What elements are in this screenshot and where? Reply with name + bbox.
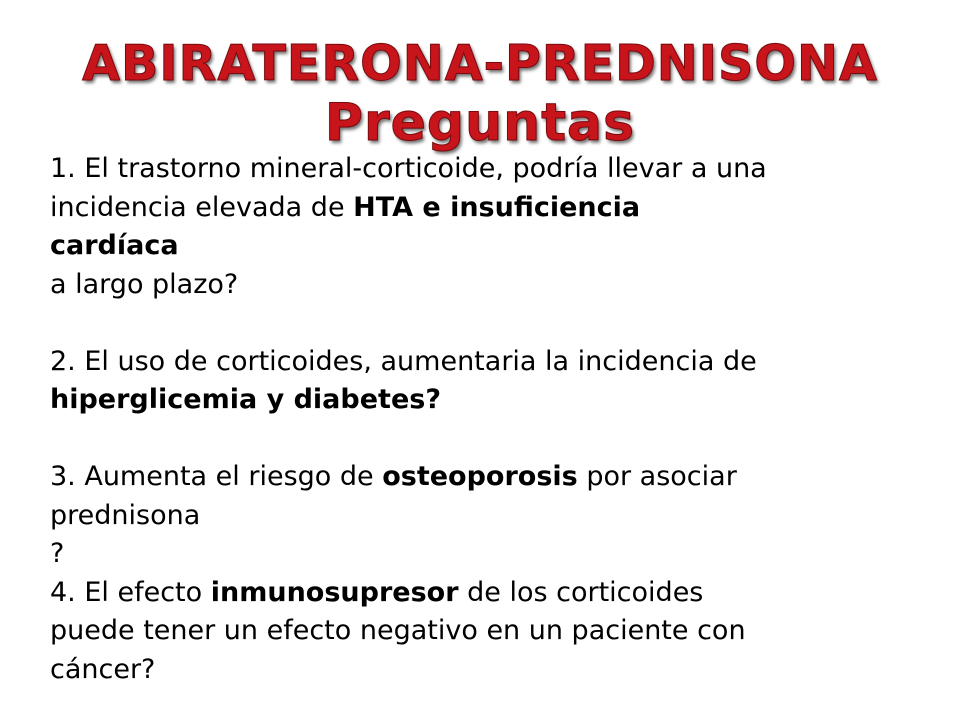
question-line: 4. El efecto inmunosupresor de los corticoides [50,576,704,608]
question-line: cáncer? [50,653,156,685]
question-line: prednisona [50,499,201,531]
question-line: a largo plazo? [50,268,239,300]
question-1 [50,150,930,304]
question-line: puede tener un efecto negativo en un paciente con [50,615,746,646]
question-2 [50,343,930,420]
highlight-term: HTA e insuficiencia [353,191,641,223]
slide-title: ABIRATERONA-PREDNISONA [82,35,878,92]
question-3 [50,458,930,574]
highlight-term: inmunosupresor [210,576,459,608]
spacer [50,420,930,459]
highlight-term: hiperglicemia y diabetes? [50,384,441,415]
question-line [50,227,930,266]
question-line: 3. Aumenta el riesgo de osteoporosis por asociar [50,461,737,492]
question-line: incidencia elevada de HTA e insuficiencia [50,191,641,223]
question-4 [50,574,930,690]
highlight-term: osteoporosis [382,461,578,492]
question-line: 1. El trastorno mineral-corticoide, podría llevar a una [50,153,767,184]
spacer [50,304,930,343]
slide-subtitle: Preguntas [324,93,636,153]
question-line: ? [50,538,65,569]
highlight-term: cardíaca [50,230,179,261]
question-line: 2. El uso de corticoides, aumentaria la incidencia de [50,345,757,377]
question-line [50,381,930,420]
questions-body [50,150,930,689]
